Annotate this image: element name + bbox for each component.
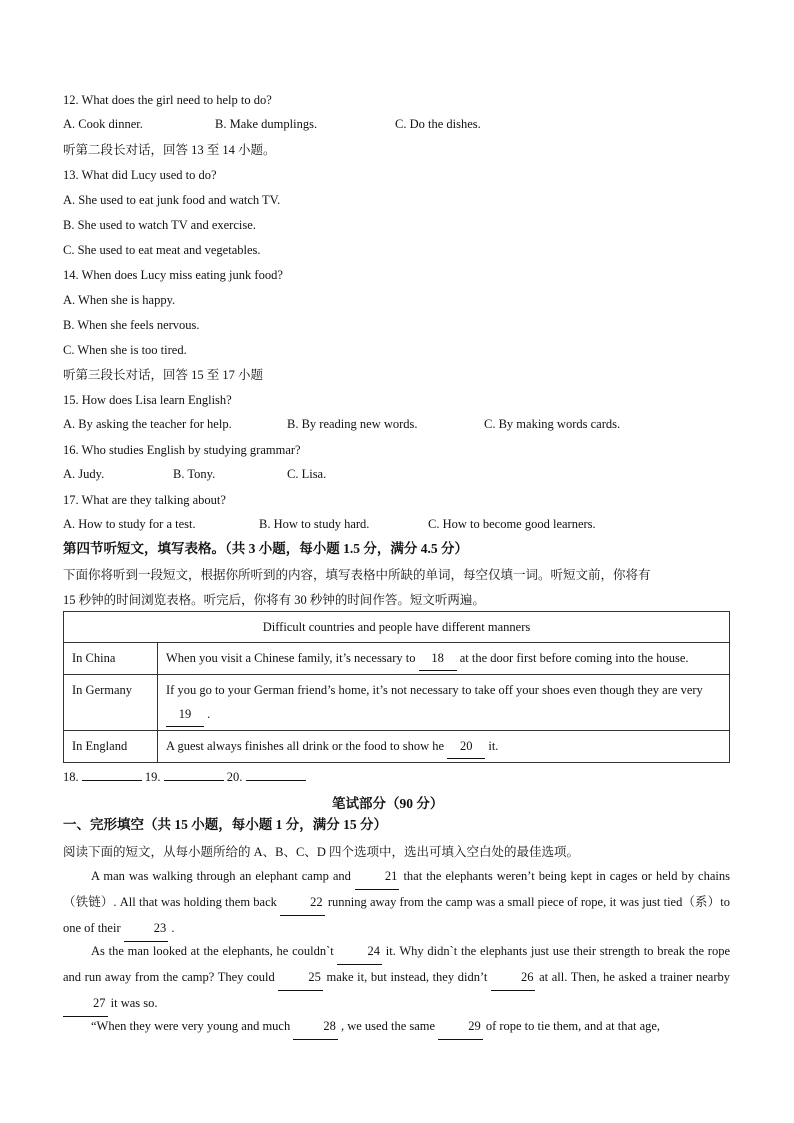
section4-title: 第四节听短文，填写表格。（共 3 小题，每小题 1.5 分，满分 4.5 分）: [63, 541, 468, 556]
q15-option-a: A. By asking the teacher for help.: [63, 417, 232, 431]
q14-option-a: A. When she is happy.: [63, 293, 176, 307]
row-content-germany: If you go to your German friend’s home, it’s not necessary to take off your shoes even though they are very 19 .: [158, 675, 730, 731]
blank-18[interactable]: 18: [419, 646, 457, 671]
q12-stem: 12. What does the girl need to help to do?: [63, 93, 272, 107]
q17-stem: 17. What are they talking about?: [63, 493, 226, 507]
table-header: Difficult countries and people have different manners: [64, 612, 730, 643]
blank-22[interactable]: 22: [280, 890, 325, 916]
row-content-china: When you visit a Chinese family, it’s necessary to 18 at the door first before coming into the house.: [158, 643, 730, 675]
q17-option-b: B. How to study hard.: [259, 517, 370, 531]
table-row: [64, 643, 730, 675]
written-part-title: 笔试部分（90 分）: [332, 796, 444, 811]
manners-table: [63, 611, 730, 763]
blank-20[interactable]: 20: [447, 734, 485, 759]
row-label-germany: In Germany: [64, 675, 158, 731]
table-row: [64, 675, 730, 731]
blank-26[interactable]: 26: [491, 965, 536, 991]
cloze-paragraph-2: As the man looked at the elephants, he couldn`t 24 it. Why didn`t the elephants just use their strength to break the rope and run away from the camp? They could 25 make it, but instead, they didn’t 26 at all. Then, he asked a trainer nearby 27 it was so.: [63, 939, 730, 1017]
answer-label-19: 19.: [144, 770, 161, 784]
blank-25[interactable]: 25: [278, 965, 323, 991]
q13-option-b: B. She used to watch TV and exercise.: [63, 218, 256, 232]
q16-option-c: C. Lisa.: [287, 467, 327, 481]
blank-24[interactable]: 24: [337, 939, 382, 965]
answer-blank-19[interactable]: [164, 780, 224, 781]
blank-29[interactable]: 29: [438, 1014, 483, 1040]
q15-option-c: C. By making words cards.: [484, 417, 621, 431]
q15-option-b: B. By reading new words.: [287, 417, 418, 431]
q17-option-a: A. How to study for a test.: [63, 517, 196, 531]
q13-option-c: C. She used to eat meat and vegetables.: [63, 243, 261, 257]
section2-heading: 听第二段长对话，回答 13 至 14 小题。: [63, 143, 276, 157]
q14-option-c: C. When she is too tired.: [63, 343, 187, 357]
q14-option-b: B. When she feels nervous.: [63, 318, 200, 332]
q12-option-a: A. Cook dinner.: [63, 117, 143, 131]
answer-blank-18[interactable]: [82, 780, 142, 781]
table-row: [64, 731, 730, 763]
q17-option-c: C. How to become good learners.: [428, 517, 596, 531]
q12-option-b: B. Make dumplings.: [215, 117, 318, 131]
section4-instructions-line1: 下面你将听到一段短文，根据你所听到的内容，填写表格中所缺的单词，每空仅填一词。听短文前，你将有: [63, 568, 651, 582]
blank-28[interactable]: 28: [293, 1014, 338, 1040]
answer-line: [63, 769, 306, 785]
blank-21[interactable]: 21: [355, 864, 400, 890]
answer-label-20: 20.: [226, 770, 243, 784]
answer-label-18: 18.: [63, 770, 79, 784]
q14-stem: 14. When does Lucy miss eating junk food?: [63, 268, 283, 282]
q13-option-a: A. She used to eat junk food and watch TV.: [63, 193, 281, 207]
q16-option-a: A. Judy.: [63, 467, 105, 481]
answer-blank-20[interactable]: [246, 780, 306, 781]
row-content-england: A guest always finishes all drink or the food to show he 20 it.: [158, 731, 730, 763]
q13-stem: 13. What did Lucy used to do?: [63, 168, 217, 182]
blank-23[interactable]: 23: [124, 916, 169, 942]
section3-heading: 听第三段长对话，回答 15 至 17 小题: [63, 368, 264, 382]
q15-stem: 15. How does Lisa learn English?: [63, 393, 232, 407]
cloze-instructions: 阅读下面的短文，从每小题所给的 A、B、C、D 四个选项中，选出可填入空白处的最佳选项。: [63, 845, 579, 859]
blank-19[interactable]: 19: [166, 702, 204, 727]
cloze-paragraph-1: A man was walking through an elephant camp and 21 that the elephants weren’t being kept in cages or held by chains（铁链）. All that was holding them back 22 running away from the camp was a small piece of rope, it was just tied（系）to one of their 23 .: [63, 864, 730, 942]
blank-27[interactable]: 27: [63, 991, 108, 1017]
q12-option-c: C. Do the dishes.: [395, 117, 481, 131]
cloze-paragraph-3: “When they were very young and much 28 , we used the same 29 of rope to tie them, and at that age,: [63, 1014, 730, 1040]
q16-option-b: B. Tony.: [173, 467, 216, 481]
q16-stem: 16. Who studies English by studying grammar?: [63, 443, 301, 457]
row-label-china: In China: [64, 643, 158, 675]
row-label-england: In England: [64, 731, 158, 763]
cloze-title: 一、完形填空（共 15 小题，每小题 1 分，满分 15 分）: [63, 817, 387, 832]
section4-instructions-line2: 15 秒钟的时间浏览表格。听完后，你将有 30 秒钟的时间作答。短文听两遍。: [63, 593, 485, 607]
